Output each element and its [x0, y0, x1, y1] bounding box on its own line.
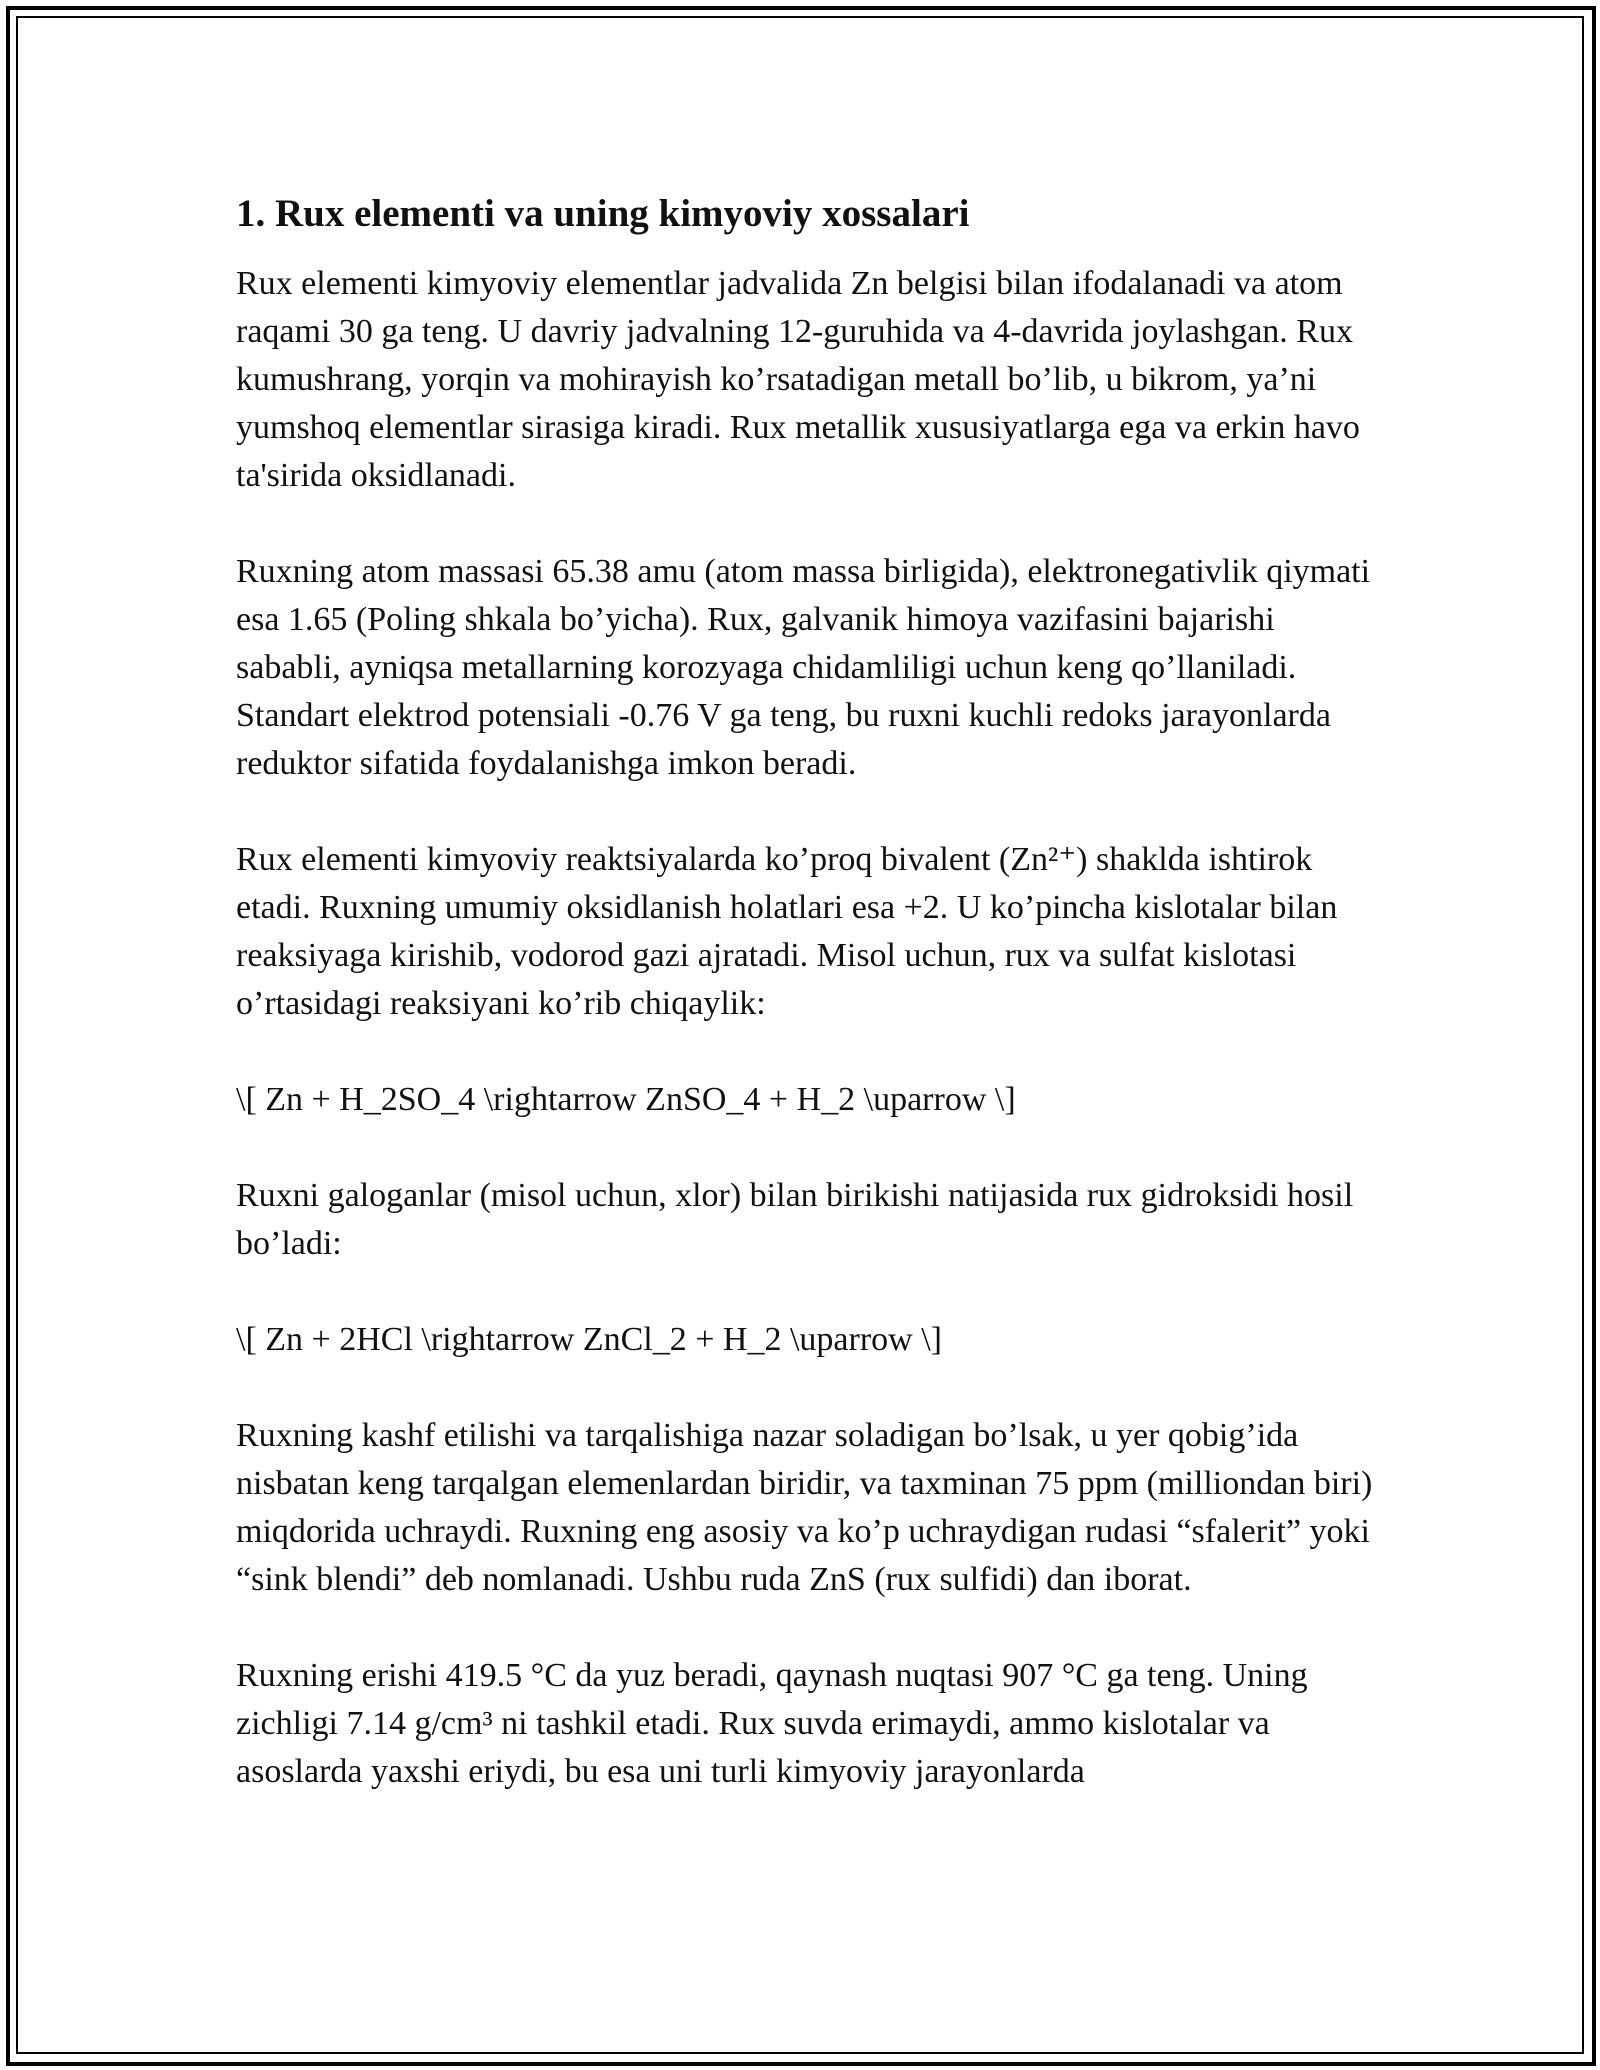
document-body — [236, 188, 1376, 1796]
section-heading: 1. Rux elementi va uning kimyoviy xossalari — [236, 192, 970, 235]
paragraph-occurrence: Ruxning kashf etilishi va tarqalishiga nazar soladigan bo’lsak, u yer qobig’ida nisbatan keng tarqalgan elemenlardan biridir, va taxminan 75 ppm (milliondan biri) miqdorida uchraydi. Ruxning eng asosiy va ko’p uchraydigan rudasi “sfalerit” yoki “sink blendi” deb nomlanadi. Ushbu ruda ZnS (rux sulfidi) dan iborat. — [236, 1417, 1373, 1598]
paragraph-intro: Rux elementi kimyoviy elementlar jadvalida Zn belgisi bilan ifodalanadi va atom raqami 30 ga teng. U davriy jadvalning 12-guruhida va 4-davrida joylashgan. Rux kumushrang, yorqin va mohirayish ko’rsatadigan metall bo’lib, u bikrom, ya’ni yumshoq elementlar sirasiga kiradi. Rux metallik xususiyatlarga ega va erkin havo ta'sirida oksidlanadi. — [236, 265, 1360, 494]
paragraph-atomic-mass: Ruxning atom massasi 65.38 amu (atom massa birligida), elektronegativlik qiymati esa 1.65 (Poling shkala bo’yicha). Rux, galvanik himoya vazifasini bajarishi sababli, ayniqsa metallarning korozyaga chidamliligi uchun keng qo’llaniladi. Standart elektrod potensiali -0.76 V ga teng, bu ruxni kuchli redoks jarayonlarda reduktor sifatida foydalanishga imkon beradi. — [236, 553, 1371, 782]
paragraph-reactions: Rux elementi kimyoviy reaktsiyalarda ko’proq bivalent (Zn²⁺) shaklda ishtirok etadi. Ruxning umumiy oksidlanish holatlari esa +2. U ko’pincha kislotalar bilan reaksiyaga kirishib, vodorod gazi ajratadi. Misol uchun, rux va sulfat kislotasi o’rtasidagi reaksiyani ko’rib chiqaylik: — [236, 841, 1338, 1022]
paragraph-physical-properties: Ruxning erishi 419.5 °C da yuz beradi, qaynash nuqtasi 907 °C ga teng. Uning zichligi 7.14 g/cm³ ni tashkil etadi. Rux suvda erimaydi, ammo kislotalar va asoslarda yaxshi eriydi, bu esa uni turli kimyoviy jarayonlarda — [236, 1657, 1308, 1790]
paragraph-halogens: Ruxni galoganlar (misol uchun, xlor) bilan birikishi natijasida rux gidroksidi hosil bo’ladi: — [236, 1177, 1354, 1262]
equation-sulfuric-acid: \[ Zn + H_2SO_4 \rightarrow ZnSO_4 + H_2 \uparrow \] — [236, 1081, 1016, 1118]
equation-hydrochloric-acid: \[ Zn + 2HCl \rightarrow ZnCl_2 + H_2 \uparrow \] — [236, 1321, 942, 1358]
